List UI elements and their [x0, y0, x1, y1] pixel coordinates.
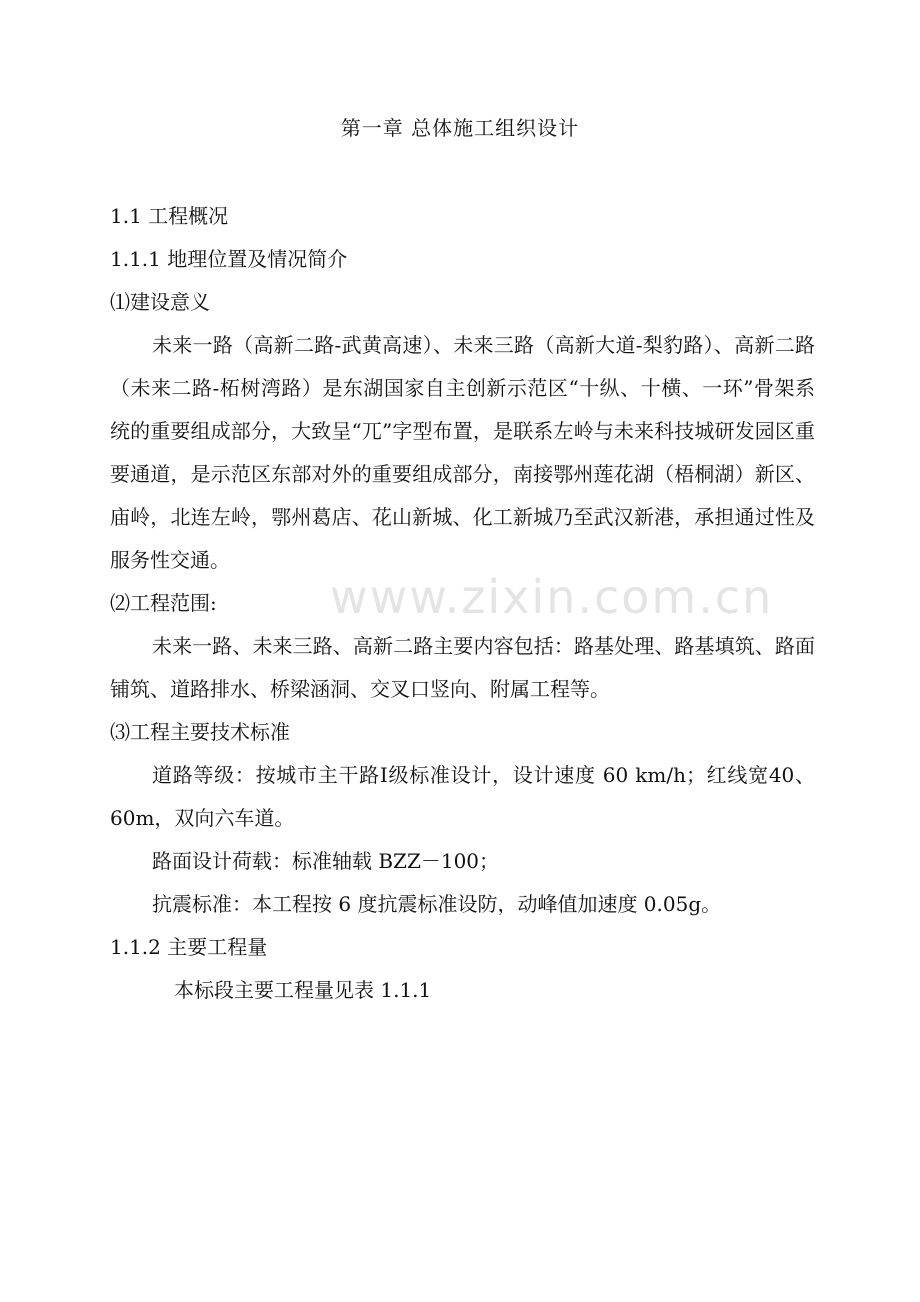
section-heading-1-1: 1.1 工程概况	[110, 204, 229, 228]
chapter-title: 第一章 总体施工组织设计	[340, 116, 580, 140]
document-body	[110, 195, 815, 1012]
item-heading-construction-significance: ⑴建设意义	[110, 290, 210, 314]
paragraph-seismic-standard: 抗震标准：本工程按 6 度抗震标准设防，动峰值加速度 0.05g。	[152, 892, 722, 916]
paragraph-construction-significance: 未来一路（高新二路-武黄高速）、未来三路（高新大道-梨豹路）、高新二路（未来二路-柘树湾路）是东湖国家自主创新示范区“十纵、十横、一环”骨架系统的重要组成部分，大致呈“兀”字型布置，是联系左岭与未来科技城研发园区重要通道，是示范区东部对外的重要组成部分，南接鄂州莲花湖（梧桐湖）新区、庙岭，北连左岭，鄂州葛店、花山新城、化工新城乃至武汉新港，承担通过性及服务性交通。	[110, 333, 815, 572]
watermark: www.zixin.com.cn	[330, 570, 774, 624]
paragraph-road-grade: 道路等级：按城市主干路Ⅰ级标准设计，设计速度 60 km/h；红线宽40、60m，双向六车道。	[110, 763, 815, 830]
item-heading-project-scope: ⑵工程范围:	[110, 591, 217, 615]
section-heading-1-1-2: 1.1.2 主要工程量	[110, 935, 268, 959]
paragraph-quantities-reference: 本标段主要工程量见表 1.1.1	[174, 978, 432, 1002]
paragraph-project-scope: 未来一路、未来三路、高新二路主要内容包括：路基处理、路基填筑、路面铺筑、道路排水、桥梁涵洞、交叉口竖向、附属工程等。	[110, 634, 815, 701]
paragraph-pavement-load: 路面设计荷载：标准轴载 BZZ－100；	[152, 849, 500, 873]
item-heading-technical-standards: ⑶工程主要技术标准	[110, 720, 290, 744]
section-heading-1-1-1: 1.1.1 地理位置及情况简介	[110, 247, 348, 271]
